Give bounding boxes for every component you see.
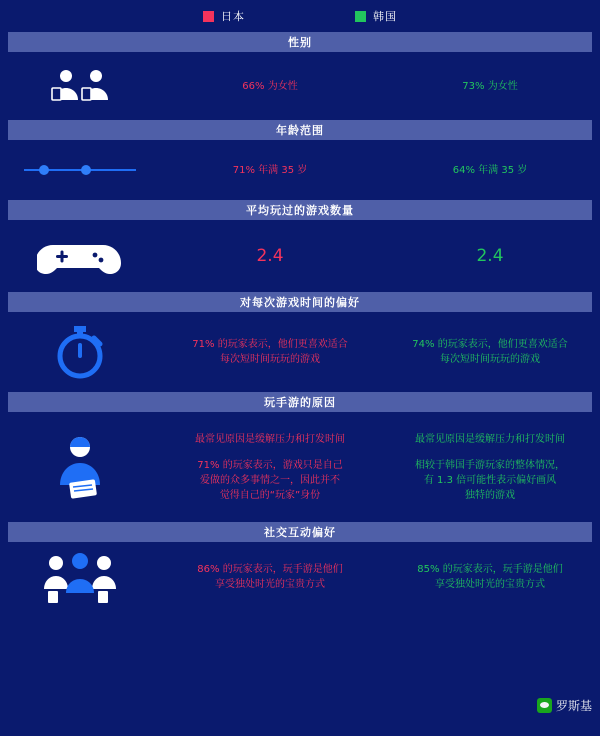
value-line: 71% 年满 35 岁 (232, 164, 308, 176)
value-line: 2.4 (256, 245, 284, 266)
section-row-reasons (0, 412, 600, 522)
section-row-gender (0, 52, 600, 120)
square-swatch-icon (203, 11, 214, 22)
value-line: 享受独处时光的宝贵方式 (435, 579, 545, 590)
value-line: 64% 年满 35 岁 (452, 164, 528, 176)
value-line: 独特的游戏 (465, 489, 515, 501)
value-japan-social (160, 562, 380, 592)
value-line-spacer (160, 447, 380, 458)
value-line: 74% 的玩家表示，他们更喜欢适合 (412, 339, 568, 350)
section-header-reasons (8, 392, 592, 412)
value-line: 66% 为女性 (242, 80, 298, 92)
value-line: 每次短时间玩玩的游戏 (220, 354, 320, 365)
value-japan-age (160, 163, 380, 178)
value-japan-reasons (160, 432, 380, 503)
value-korea-session-time (380, 337, 600, 367)
legend-label-korea: 韩国 (373, 10, 397, 23)
section-title: 性别 (288, 36, 312, 49)
legend-item-japan (203, 8, 245, 24)
person-reading-icon (0, 429, 160, 505)
value-japan-games (160, 245, 380, 266)
wechat-logo-icon (537, 698, 552, 713)
section-header-age (8, 120, 592, 140)
range-slider-icon (0, 159, 160, 181)
section-header-gender (8, 32, 592, 52)
section-header-social (8, 522, 592, 542)
value-line: 最常见原因是缓解压力和打发时间 (195, 433, 345, 445)
watermark-label: 罗斯基 (555, 699, 592, 713)
section-header-games (8, 200, 592, 220)
section-header-session-time (8, 292, 592, 312)
group-people-icon (0, 547, 160, 607)
square-swatch-icon (355, 11, 366, 22)
section-title: 玩手游的原因 (264, 396, 336, 409)
two-people-icon (0, 66, 160, 106)
value-line: 觉得自己的“玩家”身份 (219, 489, 321, 501)
value-line: 86% 的玩家表示，玩手游是他们 (197, 564, 343, 575)
value-line: 有 1.3 倍可能性表示偏好画风 (423, 474, 557, 486)
section-title: 社交互动偏好 (264, 526, 336, 539)
legend (0, 0, 600, 32)
legend-item-korea (355, 8, 397, 24)
value-korea-social (380, 562, 600, 592)
legend-label-japan: 日本 (221, 10, 245, 23)
value-korea-games (380, 245, 600, 266)
value-line: 爱做的众多事情之一，因此并不 (200, 474, 340, 486)
value-line: 2.4 (476, 245, 504, 266)
value-japan-gender (160, 79, 380, 94)
stopwatch-icon (0, 320, 160, 384)
section-row-social (0, 542, 600, 612)
value-line: 每次短时间玩玩的游戏 (440, 354, 540, 365)
value-korea-reasons (380, 432, 600, 503)
value-line: 73% 为女性 (462, 80, 518, 92)
value-line: 71% 的玩家表示，他们更喜欢适合 (192, 339, 348, 350)
value-line: 享受独处时光的宝贵方式 (215, 579, 325, 590)
watermark (537, 697, 592, 714)
value-korea-age (380, 163, 600, 178)
value-japan-session-time (160, 337, 380, 367)
section-row-age (0, 140, 600, 200)
value-line: 相较于韩国手游玩家的整体情况， (415, 459, 565, 471)
value-line: 85% 的玩家表示，玩手游是他们 (417, 564, 563, 575)
gamepad-icon (0, 233, 160, 279)
value-line: 最常见原因是缓解压力和打发时间 (415, 433, 565, 445)
value-korea-gender (380, 79, 600, 94)
section-row-session-time (0, 312, 600, 392)
section-title: 平均玩过的游戏数量 (246, 204, 354, 217)
section-title: 年龄范围 (276, 124, 324, 137)
section-title: 对每次游戏时间的偏好 (240, 296, 360, 309)
value-line-spacer (380, 447, 600, 458)
value-line: 71% 的玩家表示，游戏只是自己 (197, 459, 343, 471)
section-row-games (0, 220, 600, 292)
